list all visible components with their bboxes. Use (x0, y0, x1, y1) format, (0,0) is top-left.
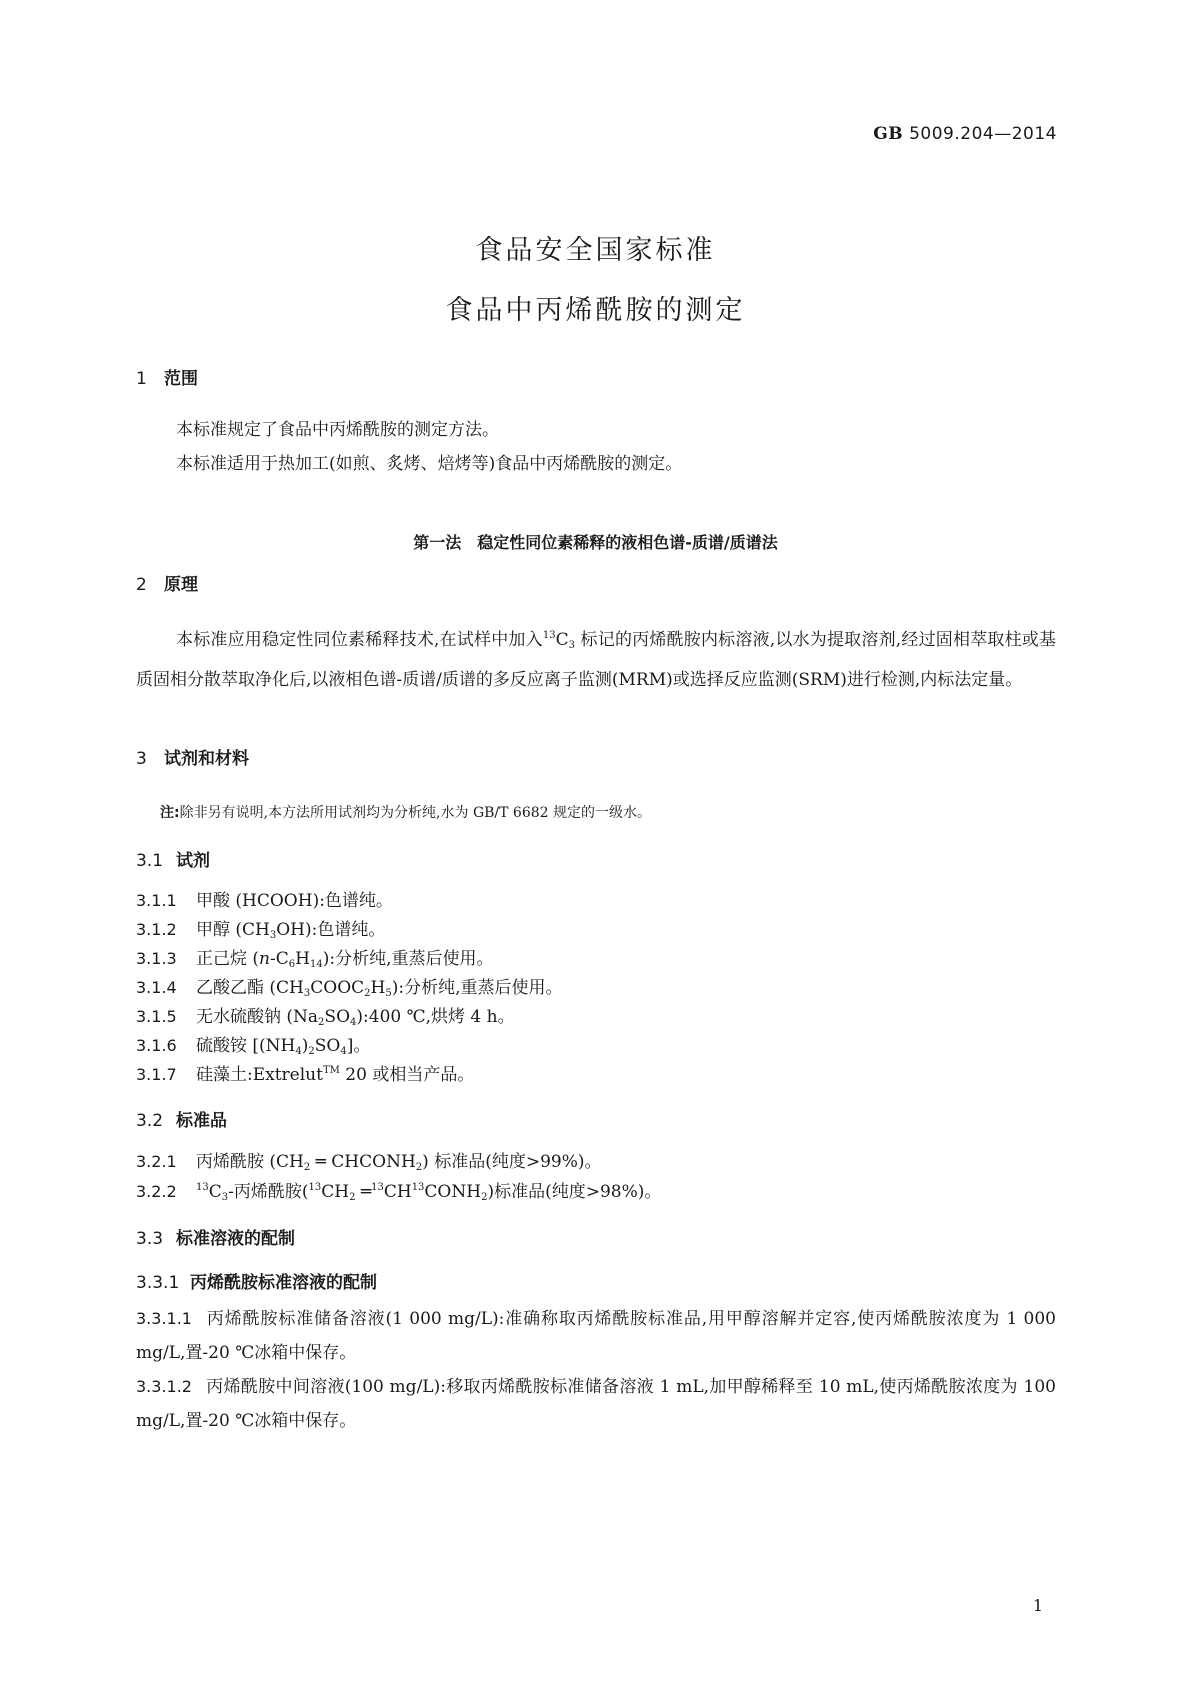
item-3-1-3: 3.1.3 正己烷 $(n-C_6H_{14})$:分析纯,重蒸后使用。 (136, 949, 494, 970)
para-3-3-1-1: 3.3.1.1 丙烯酰胺标准储备溶液(1 000 mg/L):准确称取丙烯酰胺标准品,用甲醇溶解并定容,使丙烯酰胺浓度为 1 000 mg/L,置-20 ℃冰箱中保存。 (136, 1309, 1056, 1363)
section-3-heading: 3 试剂和材料 (136, 749, 249, 769)
section-2-para: 本标准应用稳定性同位素稀释技术,在试样中加入$^{13}C_3$ 标记的丙烯酰胺内标溶液,以水为提取溶剂,经过固相萃取柱或基质固相分散萃取净化后,以液相色谱-质谱/质谱的多反应离子监测(MRM)或选择反应监测(SRM)进行检测,内标法定量。 (136, 630, 1056, 690)
section-3-2-heading: 3.2 标准品 (136, 1111, 227, 1131)
item-3-1-2: 3.1.2 甲醇 $(CH_3OH)$:色谱纯。 (136, 920, 386, 941)
item-3-2-2: 3.2.2 $^{13}C_3-$丙烯酰胺($^{13}CH_2$ $═^{13}CH^{13}CONH_2$)标准品(纯度>98%)。 (136, 1182, 662, 1203)
standard-code: GB 5009.204—2014 (873, 124, 1057, 144)
section-1-para-2: 本标准适用于热加工(如煎、炙烤、焙烤等)食品中丙烯酰胺的测定。 (176, 454, 683, 474)
method-one-heading: 第一法 稳定性同位素稀释的液相色谱-质谱/质谱法 (413, 533, 778, 552)
item-3-1-6: 3.1.6 硫酸铵 $[(NH_4)_2SO_4]$。 (136, 1036, 371, 1057)
item-3-1-5: 3.1.5 无水硫酸钠 $(Na_2SO_4):400$ ℃,烘烤 4 h。 (136, 1007, 515, 1028)
document-title-line1: 食品安全国家标准 (475, 235, 716, 266)
section-3-1-heading: 3.1 试剂 (136, 851, 210, 871)
section-3-3-1-heading: 3.3.1 丙烯酰胺标准溶液的配制 (136, 1273, 377, 1293)
item-3-2-1: 3.2.1 丙烯酰胺 ($CH_2$ ═ $CHCONH_2$) 标准品(纯度>99%)。 (136, 1152, 602, 1173)
section-1-heading: 1 范围 (136, 369, 198, 389)
item-3-1-4: 3.1.4 乙酸乙酯 $(CH_3COOC_2H_5)$:分析纯,重蒸后使用。 (136, 978, 563, 999)
item-3-1-1: 3.1.1 甲酸 (HCOOH):色谱纯。 (136, 891, 393, 911)
page-number: 1 (1032, 1596, 1043, 1615)
document-title-line2: 食品中丙烯酰胺的测定 (445, 295, 746, 326)
section-2-heading: 2 原理 (136, 575, 198, 595)
item-3-1-7: 3.1.7 硅藻土:Extrelut™ 20 或相当产品。 (136, 1065, 475, 1085)
para-3-3-1-2: 3.3.1.2 丙烯酰胺中间溶液(100 mg/L):移取丙烯酰胺标准储备溶液 1 mL,加甲醇稀释至 10 mL,使丙烯酰胺浓度为 100 mg/L,置-20 ℃冰箱中保存。 (136, 1377, 1056, 1431)
section-3-3-heading: 3.3 标准溶液的配制 (136, 1229, 295, 1249)
section-3-note: 注:除非另有说明,本方法所用试剂均为分析纯,水为 GB/T 6682 规定的一级水。 (160, 805, 652, 821)
section-1-para-1: 本标准规定了食品中丙烯酰胺的测定方法。 (176, 420, 499, 440)
